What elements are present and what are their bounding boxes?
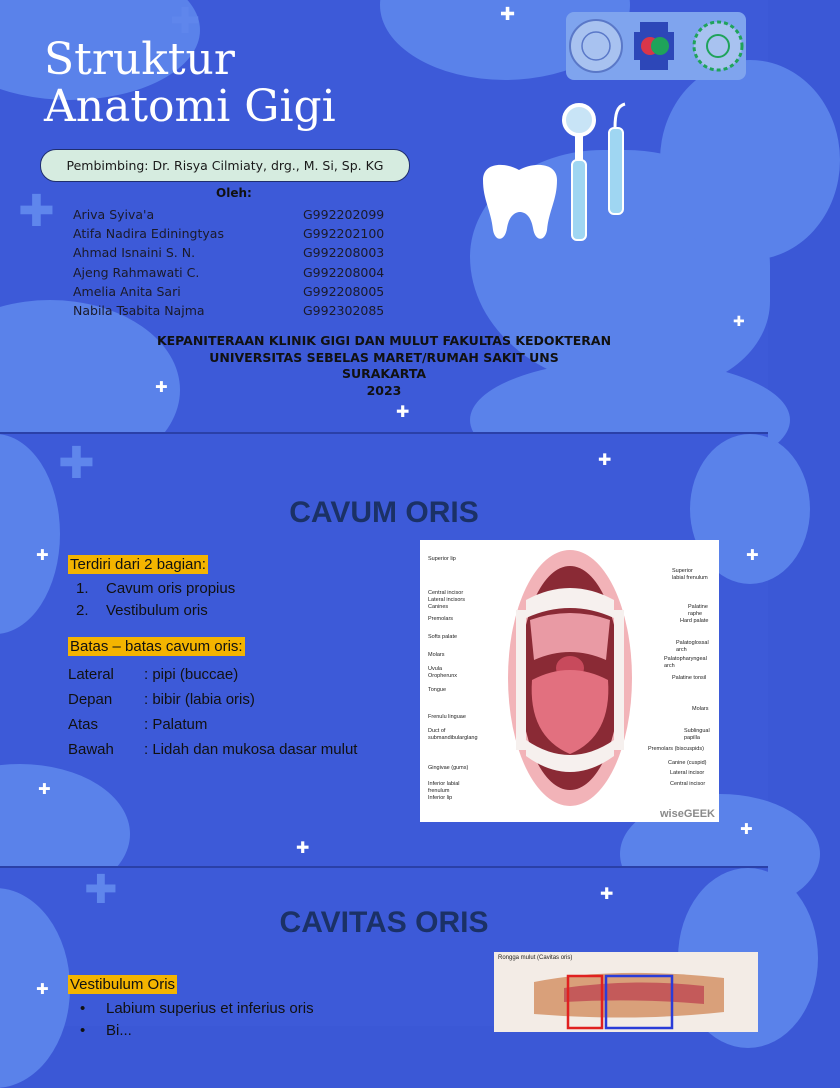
part-item: 2. Vestibulum oris xyxy=(76,602,208,619)
bullet-item: • Bi... xyxy=(80,1022,132,1039)
dental-tools-illustration xyxy=(475,100,645,250)
member-id: G992302085 xyxy=(303,302,385,318)
cavitas-oris-figure xyxy=(494,952,758,1032)
institution-line: SURAKARTA xyxy=(341,366,427,381)
figure-label: Duct of xyxy=(428,728,446,734)
member-row xyxy=(73,263,384,282)
sagittal-mouth-illustration xyxy=(494,952,758,1032)
figure-label: Lateral incisor xyxy=(670,770,705,776)
plus-icon: ✚ xyxy=(740,820,753,838)
member-name: Nabila Tsabita Najma xyxy=(73,302,205,318)
figure-label: Canines xyxy=(428,604,449,610)
figure-label: frenulum xyxy=(428,788,450,794)
parts-list xyxy=(76,580,235,624)
plus-icon: ✚ xyxy=(396,402,410,421)
figure-label: Molars xyxy=(428,652,445,658)
plus-icon: ✚ xyxy=(155,378,168,396)
oral-cavity-figure xyxy=(420,540,719,822)
border-value: : bibir (labia oris) xyxy=(144,691,255,708)
part-label: Cavum oris propius xyxy=(106,580,236,597)
border-row xyxy=(68,687,357,712)
border-side: Lateral xyxy=(68,666,114,683)
plus-icon: ✚ xyxy=(38,780,51,798)
plus-icon: ✚ xyxy=(58,438,95,489)
member-row xyxy=(73,224,384,243)
section-heading-text: Vestibulum Oris xyxy=(70,976,176,993)
plus-icon: ✚ xyxy=(36,980,49,998)
parts-heading xyxy=(68,556,208,573)
border-row xyxy=(68,712,357,737)
figure-label: raphe xyxy=(688,611,703,617)
slide-title: CAVUM ORIS xyxy=(289,496,479,529)
bullet-item: • Labium superius et inferius oris xyxy=(80,1000,314,1017)
figure-label: Palatine tonsil xyxy=(672,675,707,681)
figure-label: arch xyxy=(676,647,687,653)
cavum-oris-slide xyxy=(0,432,768,866)
member-id: G992208003 xyxy=(303,245,385,261)
institution-logos xyxy=(566,12,746,80)
oral-cavity-illustration xyxy=(420,540,719,822)
cavitas-oris-slide xyxy=(0,866,768,1039)
border-side: Depan xyxy=(68,691,113,708)
title-line-2: Anatomi Gigi xyxy=(44,81,336,132)
member-id: G992202100 xyxy=(303,226,385,242)
figure-label: Premolars (biscuspids) xyxy=(648,746,704,752)
supervisor-text: Pembimbing: Dr. Risya Cilmiaty, drg., M. Si, Sp. KG xyxy=(66,158,384,173)
supervisor-pill xyxy=(40,149,410,182)
institution-block xyxy=(0,333,768,399)
bullet-text: Bi... xyxy=(106,1022,132,1039)
plus-icon: ✚ xyxy=(36,546,49,564)
figure-label: Palatopharyngeal xyxy=(664,656,707,662)
figure-label: Lateral incisors xyxy=(428,597,465,603)
institution-line: UNIVERSITAS SEBELAS MARET/RUMAH SAKIT UNS xyxy=(209,349,559,365)
parts-heading-text: Terdiri dari 2 bagian: xyxy=(70,556,206,573)
figure-label: Palatine xyxy=(688,604,708,610)
borders-heading-text: Batas – batas cavum oris: xyxy=(70,638,243,655)
figure-label: arch xyxy=(664,663,675,669)
figure-label: Premolars xyxy=(428,616,454,622)
figure-label: Molars xyxy=(692,706,709,712)
plus-icon: ✚ xyxy=(746,546,759,564)
figure-label: Central incisor xyxy=(670,781,706,787)
slide-title: CAVITAS ORIS xyxy=(279,906,489,939)
member-name: Atifa Nadira Ediningtyas xyxy=(73,226,224,242)
figure-label: Sublingual xyxy=(684,728,710,734)
plus-icon: ✚ xyxy=(170,1,201,42)
logo-strip xyxy=(566,12,746,80)
figure-label: Inferior lip xyxy=(428,795,453,801)
border-side: Bawah xyxy=(68,741,114,758)
border-value: : Lidah dan mukosa dasar mulut xyxy=(144,741,358,758)
member-id: G992202099 xyxy=(303,207,385,222)
member-row xyxy=(73,282,384,301)
bullet-text: Labium superius et inferius oris xyxy=(106,1000,314,1017)
bg-blob xyxy=(660,60,840,260)
member-row xyxy=(73,205,384,224)
plus-icon: ✚ xyxy=(296,838,310,857)
member-name: Ajeng Rahmawati C. xyxy=(73,264,200,280)
plus-icon: ✚ xyxy=(733,314,745,330)
part-label: Vestibulum oris xyxy=(106,602,208,619)
figure-label: papilla xyxy=(684,735,700,741)
member-name: Amelia Anita Sari xyxy=(73,283,181,299)
figure-label: Gingivae (gums) xyxy=(428,765,469,771)
page-title xyxy=(44,36,336,130)
figure-label: Palatoglossal xyxy=(676,640,709,646)
by-label: Oleh: xyxy=(216,186,252,200)
member-name: Ariva Syiva'a xyxy=(73,207,155,222)
figure-label: submandibularglang xyxy=(428,735,478,741)
part-item: 1. Cavum oris propius xyxy=(76,580,236,597)
figure-credit: wiseGEEK xyxy=(659,808,715,820)
plus-icon: ✚ xyxy=(600,884,614,903)
plus-icon: ✚ xyxy=(18,186,55,237)
borders-heading xyxy=(68,638,245,655)
border-row xyxy=(68,662,357,687)
figure-label: Superior lip xyxy=(428,556,456,562)
figure-label: Tongue xyxy=(428,687,447,693)
member-name: Ahmad Isnaini S. N. xyxy=(73,245,196,261)
plus-icon: ✚ xyxy=(598,450,612,469)
member-id: G992208004 xyxy=(303,264,385,280)
title-line-1: Struktur xyxy=(44,34,235,85)
figure-label: Uvula xyxy=(428,666,443,672)
figure-label: labial frenulum xyxy=(672,575,708,581)
member-list xyxy=(73,205,384,320)
member-row xyxy=(73,301,384,320)
figure-label: Canine (cuspid) xyxy=(668,760,707,766)
figure-label: Central incisor xyxy=(428,590,464,596)
figure-label: Oropherunx xyxy=(428,673,458,679)
title-slide xyxy=(0,0,768,432)
year: 2023 xyxy=(366,382,402,398)
bullet-list xyxy=(80,998,314,1042)
figure-label: Softs palate xyxy=(428,634,458,640)
figure-label: Superior xyxy=(672,568,693,574)
border-value: : Palatum xyxy=(144,716,208,733)
plus-icon: ✚ xyxy=(500,4,516,25)
member-id: G992208005 xyxy=(303,283,385,299)
figure-label: Hard palate xyxy=(680,618,709,624)
section-heading xyxy=(68,976,177,993)
figure-caption: Rongga mulut (Cavitas oris) xyxy=(498,955,573,961)
member-row xyxy=(73,243,384,262)
plus-icon: ✚ xyxy=(84,867,118,913)
border-row xyxy=(68,737,357,762)
figure-label: Frenulu linguae xyxy=(428,714,466,720)
institution-line: KEPANITERAAN KLINIK GIGI DAN MULUT FAKULTAS KEDOKTERAN xyxy=(156,333,612,348)
border-value: : pipi (buccae) xyxy=(144,666,239,683)
bg-blob xyxy=(0,434,60,634)
border-side: Atas xyxy=(68,716,99,733)
borders-list xyxy=(68,662,357,762)
figure-label: Inferior labial xyxy=(428,781,460,787)
